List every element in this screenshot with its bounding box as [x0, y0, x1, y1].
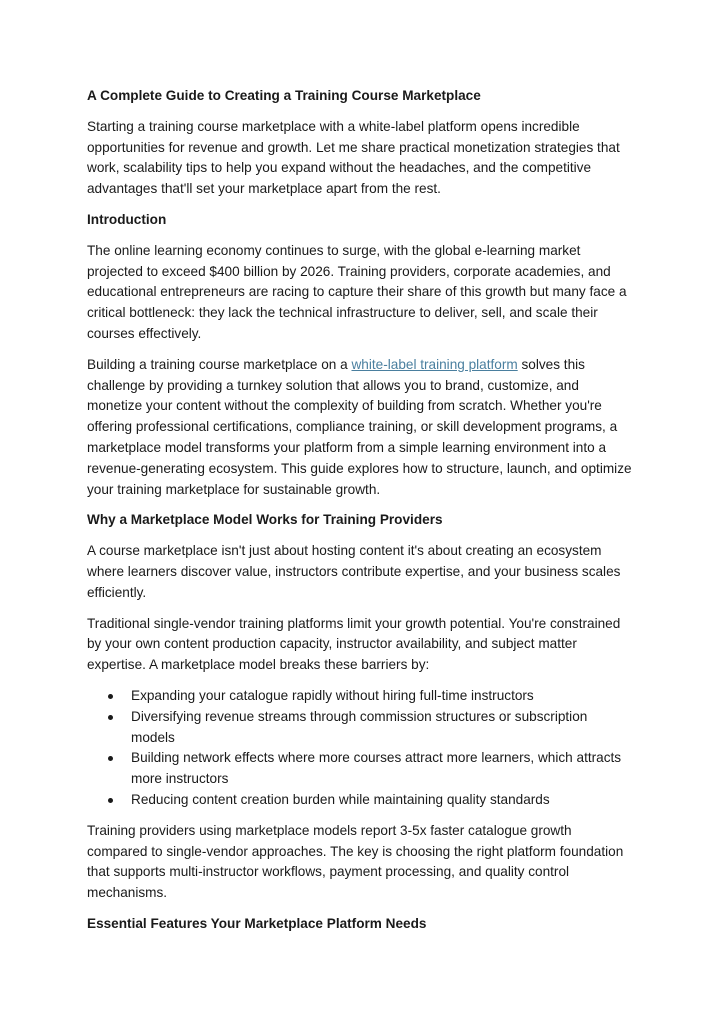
why-paragraph-3: Training providers using marketplace models report 3-5x faster catalogue growth compared to single-vendor approaches. The key is choosing the right platform foundation that supports multi-instructor workflows, payment processing, and quality control mechanisms.: [87, 822, 624, 901]
introduction-paragraph-2: [87, 355, 632, 501]
introduction-heading: Introduction: [87, 211, 167, 227]
list-item: Expanding your catalogue rapidly without hiring full-time instructors: [87, 686, 632, 707]
why-paragraph-2: Traditional single-vendor training platforms limit your growth potential. You're constrained by your own content production capacity, instructor availability, and subject matter expertise. A marketplace model breaks these barriers by:: [87, 615, 621, 673]
features-heading: Essential Features Your Marketplace Platform Needs: [87, 915, 427, 931]
intro-paragraph: Starting a training course marketplace with a white-label platform opens incredible opportunities for revenue and growth. Let me share practical monetization strategies that work, scalability tips to help you expand without the headaches, and the competitive advantages that'll set your marketplace apart from the rest.: [87, 118, 620, 197]
why-paragraph-1: A course marketplace isn't just about hosting content it's about creating an ecosystem where learners discover value, instructors contribute expertise, and your business scales efficiently.: [87, 543, 621, 600]
introduction-paragraph-2-end: solves this challenge by providing a turnkey solution that allows you to brand, customize, and monetize your content without the complexity of building from scratch. Whether you're offering professional certifications, compliance training, or skill development programs, a marketplace model transforms your platform from a simple learning environment into a revenue-generating ecosystem. This guide explores how to structure, launch, and optimize your training marketplace for sustainable growth.: [87, 356, 632, 497]
introduction-paragraph-1: The online learning economy continues to surge, with the global e-learning market projected to exceed $400 billion by 2026. Training providers, corporate academies, and educational entrepreneurs are racing to capture their share of this growth but many face a critical bottleneck: they lack the technical infrastructure to deliver, sell, and scale their courses effectively.: [87, 242, 627, 341]
introduction-paragraph-2-start: Building a training course marketplace on a: [87, 356, 352, 372]
list-item: Building network effects where more courses attract more learners, which attracts more instructors: [87, 748, 632, 790]
list-item: Diversifying revenue streams through commission structures or subscription models: [87, 707, 632, 749]
list-item: Reducing content creation burden while maintaining quality standards: [87, 790, 632, 811]
white-label-platform-link[interactable]: white-label training platform: [351, 356, 518, 372]
benefits-list: [87, 686, 632, 811]
document-page: [87, 86, 632, 945]
document-title: A Complete Guide to Creating a Training Course Marketplace: [87, 88, 481, 103]
why-marketplace-heading: Why a Marketplace Model Works for Training Providers: [87, 512, 443, 528]
